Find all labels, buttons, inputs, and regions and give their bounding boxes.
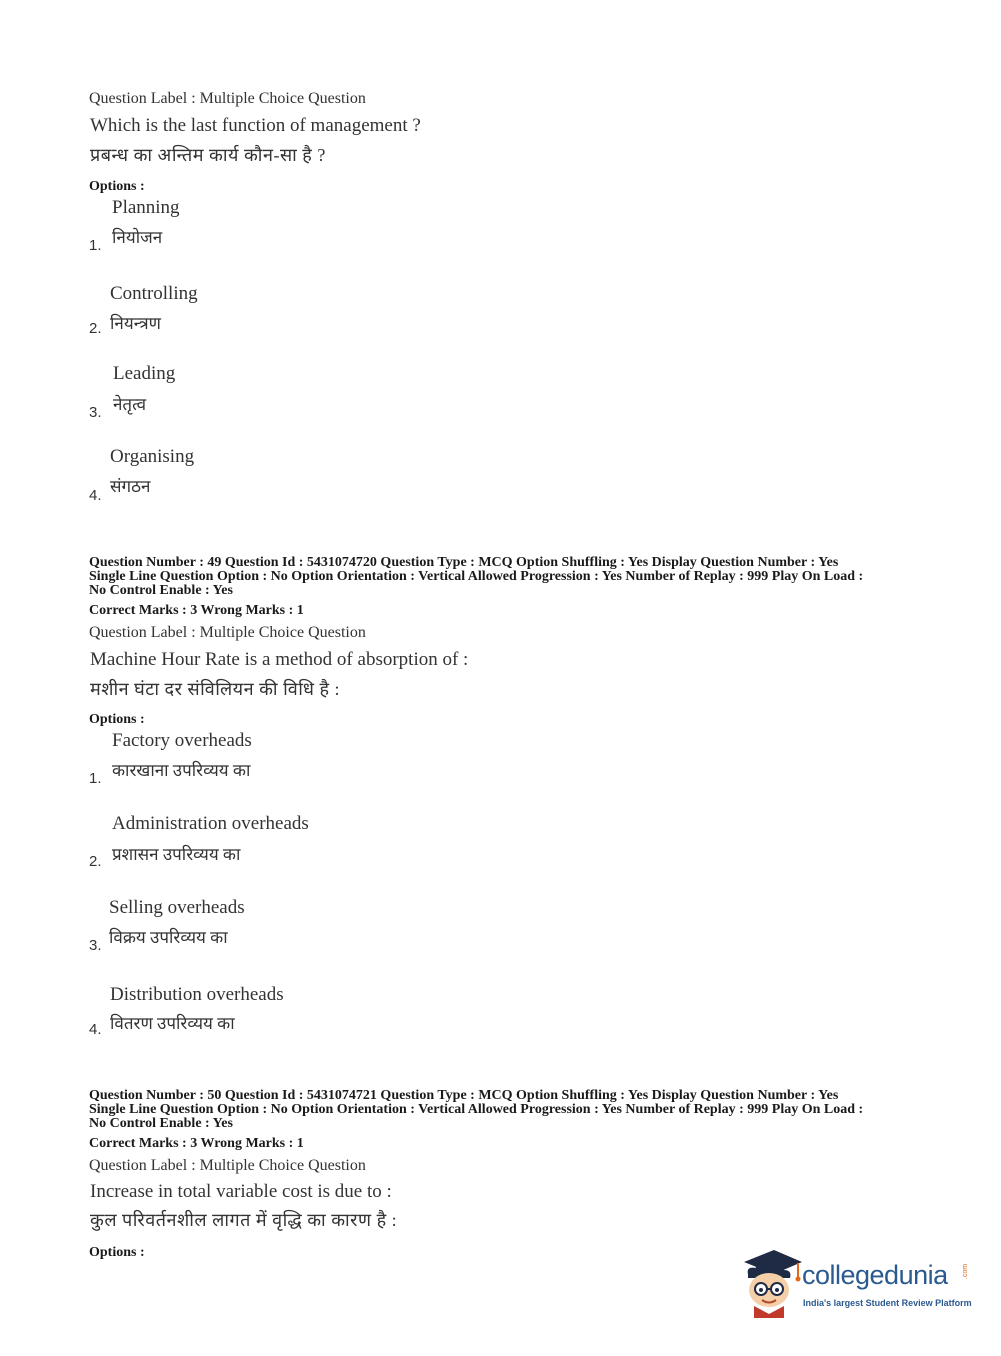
q49-meta-line-2: Single Line Question Option : No Option Orientation : Vertical Allowed Progression : Yes Number of Replay : 999 Play On Load :	[89, 569, 864, 584]
q48-text-hi: प्रबन्ध का अन्तिम कार्य कौन-सा है ?	[90, 145, 326, 165]
option-text-hi: नियोजन	[112, 228, 163, 247]
q49-meta-line-1: Question Number : 49 Question Id : 5431074720 Question Type : MCQ Option Shuffling : Yes Display Question Number : Yes	[89, 555, 839, 570]
q48-label: Question Label : Multiple Choice Question	[89, 90, 366, 107]
q50-meta-line-1: Question Number : 50 Question Id : 5431074721 Question Type : MCQ Option Shuffling : Yes Display Question Number : Yes	[89, 1088, 839, 1103]
option-text-hi: प्रशासन उपरिव्यय का	[112, 845, 241, 864]
q50-meta-line-2: Single Line Question Option : No Option Orientation : Vertical Allowed Progression : Yes Number of Replay : 999 Play On Load :	[89, 1102, 864, 1117]
option-text-hi: कारखाना उपरिव्यय का	[112, 761, 251, 780]
option-text-en: Organising	[110, 446, 195, 467]
logo-suffix: .com	[962, 1263, 970, 1280]
q49-label: Question Label : Multiple Choice Question	[89, 624, 366, 641]
option-text-en: Factory overheads	[112, 730, 252, 751]
q50-text-en: Increase in total variable cost is due to :	[90, 1181, 392, 1202]
q49-marks: Correct Marks : 3 Wrong Marks : 1	[89, 603, 304, 618]
option-text-en: Administration overheads	[112, 813, 309, 834]
option-number: 1.	[89, 237, 102, 254]
option-text-hi: संगठन	[110, 477, 151, 496]
q50-marks: Correct Marks : 3 Wrong Marks : 1	[89, 1136, 304, 1151]
q49-meta-line-3: No Control Enable : Yes	[89, 583, 233, 598]
q49-text-hi: मशीन घंटा दर संविलियन की विधि है :	[90, 679, 341, 699]
logo-wordmark: collegedunia	[802, 1260, 948, 1290]
q48-options-label: Options :	[89, 179, 145, 194]
option-number: 3.	[89, 404, 102, 421]
option-number: 4.	[89, 487, 102, 504]
option-number: 2.	[89, 320, 102, 337]
q50-label: Question Label : Multiple Choice Question	[89, 1157, 366, 1174]
option-text-hi: वितरण उपरिव्यय का	[110, 1014, 235, 1033]
q50-text-hi: कुल परिवर्तनशील लागत में वृद्धि का कारण है :	[90, 1210, 398, 1230]
option-number: 2.	[89, 853, 102, 870]
option-text-en: Distribution overheads	[110, 984, 284, 1005]
option-text-hi: विक्रय उपरिव्यय का	[109, 928, 228, 947]
option-text-hi: नियन्त्रण	[110, 314, 161, 333]
option-text-en: Planning	[112, 197, 180, 218]
option-text-en: Controlling	[110, 283, 198, 304]
q50-meta-line-3: No Control Enable : Yes	[89, 1116, 233, 1131]
student-mascot-icon	[740, 1248, 802, 1318]
q48-text-en: Which is the last function of management ?	[90, 115, 421, 136]
option-number: 3.	[89, 937, 102, 954]
q49-options-label: Options :	[89, 712, 145, 727]
option-text-en: Leading	[113, 363, 176, 384]
option-number: 1.	[89, 770, 102, 787]
option-text-en: Selling overheads	[109, 897, 245, 918]
logo-tagline: India's largest Student Review Platform	[803, 1298, 972, 1308]
q49-text-en: Machine Hour Rate is a method of absorption of :	[90, 649, 469, 670]
option-number: 4.	[89, 1021, 102, 1038]
option-text-hi: नेतृत्व	[113, 395, 147, 414]
q50-options-label: Options :	[89, 1245, 145, 1260]
collegedunia-logo	[740, 1248, 970, 1318]
